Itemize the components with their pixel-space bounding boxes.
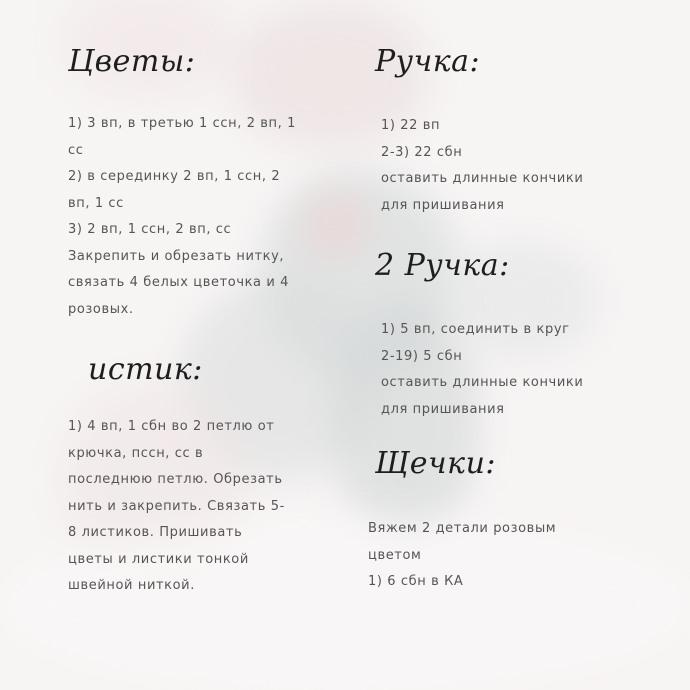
- instruction-line: 2-3) 22 сбн: [381, 144, 463, 160]
- section-lines-ruchka: [381, 113, 583, 219]
- instruction-line: 1) 3 вп, в третью 1 ссн, 2 вп, 1: [68, 116, 296, 131]
- instruction-line: связать 4 белых цветочка и 4: [68, 275, 290, 290]
- section-lines-listik: [68, 414, 285, 600]
- section-lines-ruchka-2: [381, 317, 583, 423]
- section-lines-shchechki: [368, 516, 556, 596]
- section-title-tsvety: Цветы:: [68, 44, 196, 79]
- instruction-line: 8 листиков. Пришивать: [68, 525, 243, 540]
- instruction-line: 1) 6 сбн в КА: [368, 574, 464, 589]
- instruction-line: 3) 2 вп, 1 ссн, 2 вп, сс: [68, 222, 232, 237]
- section-title-ruchka: Ручка:: [375, 44, 481, 79]
- instruction-line: 2) в серединку 2 вп, 1 ссн, 2: [68, 169, 281, 184]
- instruction-line: для пришивания: [381, 197, 505, 213]
- instruction-line: цветом: [368, 547, 422, 563]
- instruction-line: для пришивания: [381, 401, 505, 417]
- instruction-line: 1) 22 вп: [381, 118, 441, 133]
- instruction-line: вп, 1 сс: [68, 195, 124, 211]
- instruction-line: нить и закрепить. Связать 5-: [68, 498, 285, 514]
- instruction-line: Закрепить и обрезать нитку,: [68, 248, 285, 264]
- instruction-line: 1) 4 вп, 1 сбн во 2 петлю от: [68, 419, 275, 434]
- instruction-line: сс: [68, 142, 84, 158]
- section-title-shchechki: Щечки:: [375, 446, 496, 481]
- instruction-line: 1) 5 вп, соединить в круг: [381, 322, 570, 337]
- instruction-line: последнюю петлю. Обрезать: [68, 472, 283, 487]
- instruction-line: розовых.: [68, 301, 134, 317]
- instruction-line: крючка, пссн, сс в: [68, 445, 204, 461]
- instruction-line: Вяжем 2 детали розовым: [368, 521, 557, 536]
- section-lines-tsvety: [68, 111, 296, 323]
- instruction-line: оставить длинные кончики: [381, 171, 584, 186]
- instruction-line: цветы и листики тонкой: [68, 551, 249, 567]
- instruction-line: швейной ниткой.: [68, 578, 195, 593]
- section-title-ruchka-2: 2 Ручка:: [375, 248, 510, 283]
- instruction-line: 2-19) 5 сбн: [381, 348, 463, 364]
- section-title-listik: истик:: [88, 352, 203, 387]
- instruction-line: оставить длинные кончики: [381, 375, 584, 390]
